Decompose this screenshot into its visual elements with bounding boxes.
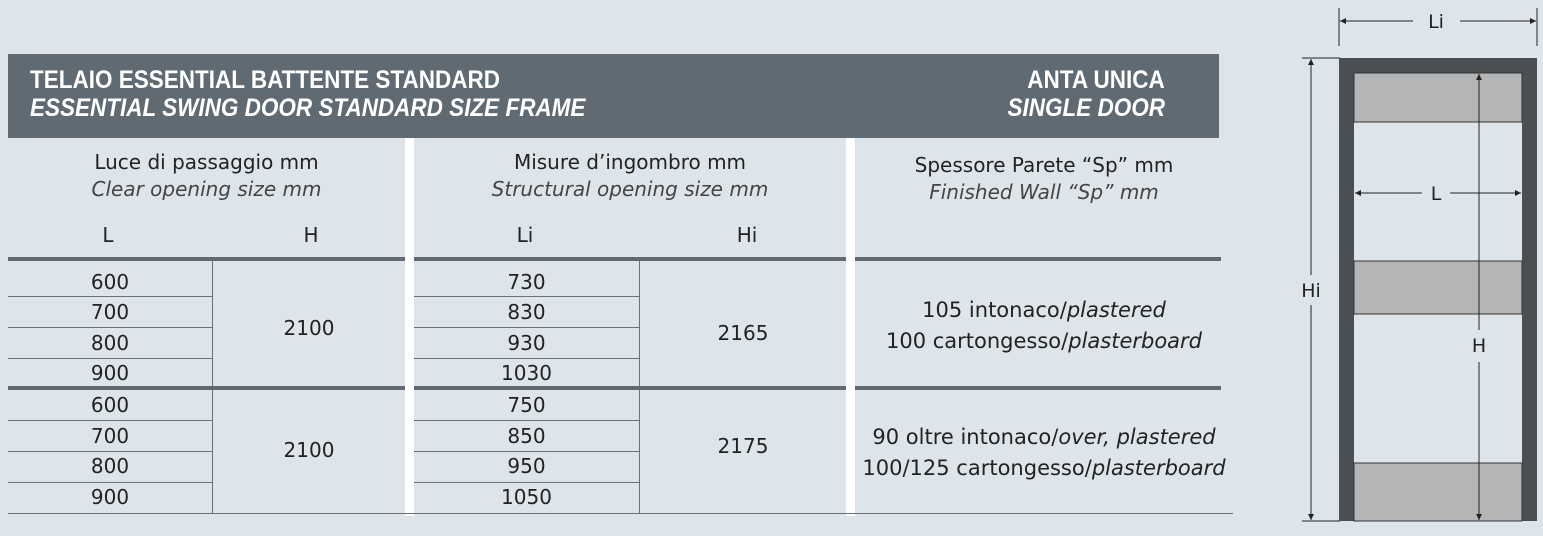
table-cell-L: 700 <box>90 424 130 448</box>
wall-line-english: plasterboard <box>1068 329 1203 353</box>
table-cell-Li: 850 <box>507 424 546 448</box>
header-rule <box>414 257 846 261</box>
table-cell-Li: 730 <box>507 270 546 294</box>
wall-title-english: Finished Wall “Sp” mm <box>929 180 1159 204</box>
dimension-label-L: L <box>1430 183 1442 205</box>
table-cell-H: 2100 <box>283 438 335 462</box>
door-type-italian: ANTA UNICA <box>1027 66 1165 94</box>
table-cell-Li: 1050 <box>501 485 552 509</box>
table-cell-Li: 750 <box>507 393 546 417</box>
structural-opening-column-title <box>414 149 846 203</box>
arrowhead <box>1355 190 1361 196</box>
column-header-L: L <box>102 223 114 247</box>
door-frame-diagram <box>1280 0 1543 536</box>
door-panel-band <box>1354 261 1522 314</box>
header-rule <box>855 257 1221 261</box>
right-jamb <box>1522 58 1537 521</box>
table-cell-L: 800 <box>90 454 130 478</box>
arrowhead <box>1308 59 1314 65</box>
door-panel-band <box>1354 463 1522 521</box>
table-cell-L: 900 <box>90 485 130 509</box>
table-cell-L: 600 <box>90 270 130 294</box>
column-separator <box>846 138 855 516</box>
table-cell-L: 600 <box>90 393 130 417</box>
column-header-Li: Li <box>516 223 534 247</box>
wall-line <box>855 453 1233 484</box>
wall-line <box>855 326 1233 357</box>
structural-opening-title-italian: Misure d’ingombro mm <box>513 150 747 174</box>
structural-opening-title-english: Structural opening size mm <box>491 177 769 201</box>
wall-thickness-column-title <box>855 152 1233 206</box>
wall-line-english: plastered <box>1066 298 1166 322</box>
column-header-H: H <box>303 223 319 247</box>
wall-line-italian: 105 intonaco/ <box>922 298 1067 322</box>
arrowhead <box>1515 190 1521 196</box>
frame-title-english: ESSENTIAL SWING DOOR STANDARD SIZE FRAME <box>30 94 586 122</box>
wall-thickness-cell <box>855 422 1233 484</box>
dimension-label-Hi: Hi <box>1301 280 1321 302</box>
table-bottom-rule <box>8 513 1233 514</box>
wall-line-english: plasterboard <box>1091 456 1226 480</box>
table-cell-L: 900 <box>90 361 130 385</box>
table-cell-Hi: 2165 <box>717 321 769 345</box>
table-cell-Li: 830 <box>507 300 546 324</box>
left-jamb <box>1339 58 1354 521</box>
table-cell-L: 700 <box>90 300 130 324</box>
wall-line <box>855 295 1233 326</box>
table-cell-L: 800 <box>90 331 130 355</box>
clear-opening-title-italian: Luce di passaggio mm <box>94 150 319 174</box>
arrowhead <box>1530 18 1536 24</box>
frame-title-italian: TELAIO ESSENTIAL BATTENTE STANDARD <box>30 66 501 94</box>
table-header-band <box>8 54 1219 138</box>
table-cell-H: 2100 <box>283 316 335 340</box>
frame-head <box>1339 58 1537 73</box>
dimension-label-H: H <box>1471 335 1487 357</box>
wall-line-italian: 90 oltre intonaco/ <box>872 425 1059 449</box>
column-header-Hi: Hi <box>736 223 758 247</box>
wall-thickness-cell <box>855 295 1233 357</box>
door-panel-band <box>1354 73 1522 122</box>
table-cell-Li: 1030 <box>501 361 552 385</box>
table-cell-Li: 930 <box>507 331 546 355</box>
wall-line-italian: 100/125 cartongesso/ <box>862 456 1092 480</box>
wall-line <box>855 422 1233 453</box>
wall-title-italian: Spessore Parete “Sp” mm <box>914 153 1174 177</box>
table-cell-Hi: 2175 <box>717 434 769 458</box>
arrowhead <box>1308 514 1314 520</box>
door-type-english: SINGLE DOOR <box>1007 94 1165 122</box>
dimension-label-Li: Li <box>1428 11 1444 33</box>
wall-line-english: over, plastered <box>1058 425 1216 449</box>
header-rule <box>8 257 405 261</box>
wall-line-italian: 100 cartongesso/ <box>885 329 1069 353</box>
arrowhead <box>1340 18 1346 24</box>
group-rule <box>855 386 1221 390</box>
column-separator <box>405 138 414 516</box>
clear-opening-title-english: Clear opening size mm <box>91 177 322 201</box>
table-cell-Li: 950 <box>507 454 546 478</box>
clear-opening-column-title <box>8 149 405 203</box>
